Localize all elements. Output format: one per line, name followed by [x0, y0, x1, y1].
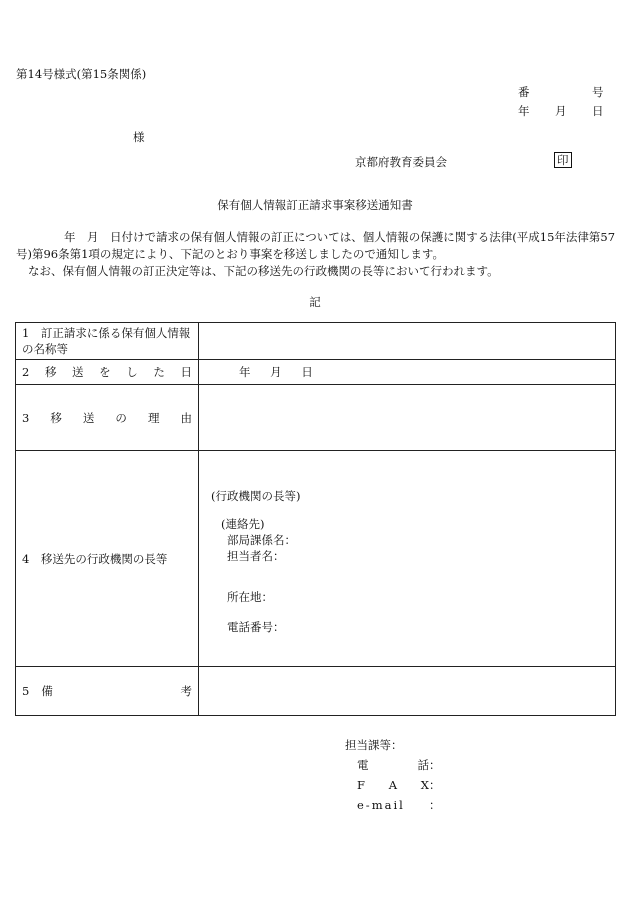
number-label-ban: 番 — [518, 85, 530, 99]
row3-label-char: の — [115, 410, 127, 425]
footer-phone-row — [357, 755, 441, 775]
body-paragraph-2: なお、保有個人情報の訂正決定等は、下記の移送先の行政機関の長等において行われます。 — [28, 264, 499, 278]
ki-heading: 記 — [309, 295, 321, 309]
row2-date-month: 月 — [270, 365, 282, 379]
addressee-honorific: 様 — [133, 130, 145, 144]
row3-value — [199, 385, 616, 451]
table-row — [16, 667, 616, 716]
row3-label-char: 3 — [22, 410, 30, 425]
date-month-label: 月 — [555, 104, 567, 118]
row3-label-char: 由 — [180, 410, 192, 425]
footer-email-row — [357, 795, 441, 815]
row1-label: 1 訂正請求に係る保有個人情報の名称等 — [16, 323, 199, 360]
footer-fax-char: X — [420, 778, 429, 792]
row2-label-char: し — [126, 365, 138, 379]
footer-tantou-row — [345, 735, 441, 755]
row4-phone-label: 電話番号： — [227, 620, 285, 634]
table-row — [16, 451, 616, 667]
row5-label-char: 考 — [180, 684, 192, 698]
table-row — [16, 323, 616, 360]
seal-stamp: 印 — [554, 152, 572, 168]
document-title: 保有個人情報訂正請求事案移送通知書 — [217, 198, 413, 212]
footer-email-label: e-mail — [357, 798, 405, 812]
table-row — [16, 360, 616, 385]
number-label-go: 号 — [592, 85, 604, 99]
row5-label — [16, 667, 199, 716]
row1-value — [199, 323, 616, 360]
row4-address-label: 所在地： — [227, 590, 273, 604]
footer-fax-char: A — [388, 778, 398, 792]
row4-agency-label: (行政機関の長等) — [211, 489, 301, 503]
footer-colon: ： — [429, 758, 441, 772]
row3-label-char: 理 — [147, 410, 160, 425]
row2-label — [16, 360, 199, 385]
row2-label-char: を — [99, 365, 111, 379]
footer-phone-char: 話 — [417, 758, 429, 772]
row5-label-char: 5 — [22, 684, 30, 698]
row2-label-char: 移 — [44, 365, 57, 379]
row2-value-date — [199, 360, 616, 385]
contact-footer — [345, 735, 441, 815]
row2-label-char: 2 — [22, 365, 30, 379]
form-number: 第14号様式(第15条関係) — [16, 67, 147, 81]
body-paragraph-1: 年 月 日付けで請求の保有個人情報の訂正については、個人情報の保護に関する法律(平成15年法律第57号)第96条第1項の規定により、下記のとおり事案を移送しましたので通知します。 — [16, 230, 616, 261]
row4-contact-label: (連絡先) — [221, 517, 265, 531]
row3-label-char: 送 — [82, 410, 95, 425]
body-text — [16, 229, 616, 280]
footer-fax-char: F — [357, 778, 365, 792]
row4-person-label: 担当者名： — [227, 549, 285, 563]
footer-colon: ： — [429, 778, 441, 792]
row2-date-day: 日 — [301, 365, 313, 379]
row3-label-char: 移 — [50, 410, 62, 425]
footer-phone-char: 電 — [357, 758, 369, 772]
row2-label-char: た — [153, 365, 165, 379]
row2-label-char: 日 — [180, 365, 192, 379]
issuer-name: 京都府教育委員会 — [355, 155, 447, 169]
notification-form-table — [15, 322, 616, 716]
row2-date-year: 年 — [239, 365, 251, 379]
row3-label — [16, 385, 199, 451]
row5-value — [199, 667, 616, 716]
footer-colon: ： — [429, 798, 441, 812]
table-row — [16, 385, 616, 451]
row5-label-char: 備 — [41, 684, 53, 698]
footer-tantou-label: 担当課等： — [345, 738, 403, 752]
row4-label: 4 移送先の行政機関の長等 — [16, 451, 199, 667]
row4-dept-label: 部局課係名： — [227, 533, 296, 547]
footer-fax-row — [357, 775, 441, 795]
row4-value — [199, 451, 616, 667]
date-day-label: 日 — [592, 104, 604, 118]
date-year-label: 年 — [518, 104, 530, 118]
row2-label-char: 送 — [72, 365, 84, 379]
